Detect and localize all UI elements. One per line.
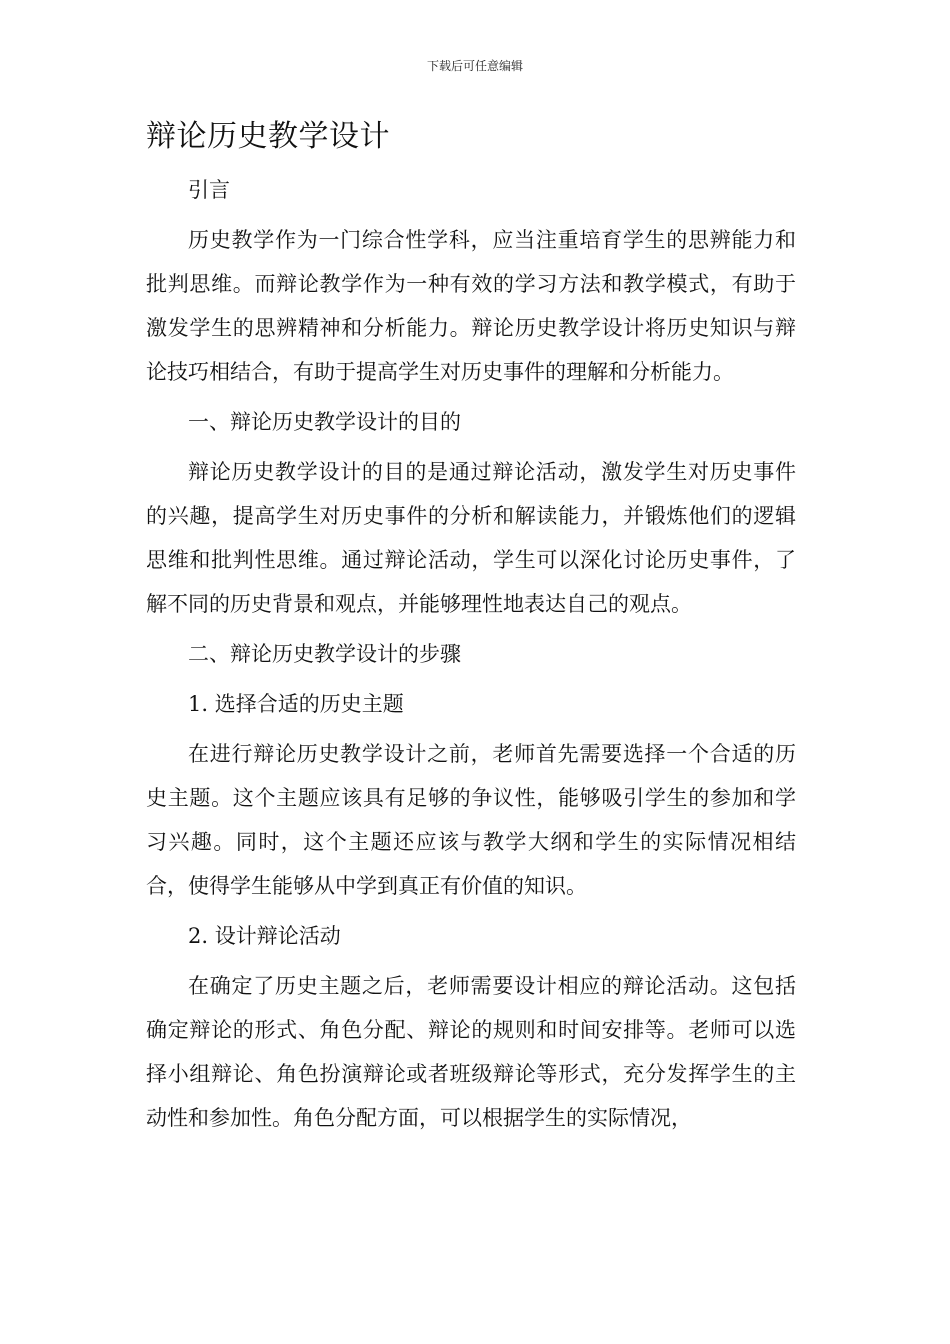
page-header: 下载后可任意编辑 bbox=[426, 59, 523, 73]
section-heading-steps: 二、辩论历史教学设计的步骤 bbox=[188, 642, 461, 666]
intro-paragraph: 历史教学作为一门综合性学科，应当注重培育学生的思辨能力和批判思维。而辩论教学作为一种有效的学习方法和教学模式，有助于激发学生的思辨精神和分析能力。辩论历史教学设计将历史知识与辩论技巧相结合，有助于提高学生对历史事件的理解和分析能力。 bbox=[146, 228, 796, 384]
step-2-heading: 2. 设计辩论活动 bbox=[188, 924, 341, 948]
step-1-heading: 1. 选择合适的历史主题 bbox=[188, 692, 404, 716]
step-2-paragraph: 在确定了历史主题之后，老师需要设计相应的辩论活动。这包括确定辩论的形式、角色分配、辩论的规则和时间安排等。老师可以选择小组辩论、角色扮演辩论或者班级辩论等形式，充分发挥学生的主动性和参加性。角色分配方面，可以根据学生的实际情况， bbox=[146, 974, 796, 1130]
intro-heading: 引言 bbox=[188, 178, 230, 202]
document-title: 辩论历史教学设计 bbox=[146, 119, 390, 154]
purpose-paragraph: 辩论历史教学设计的目的是通过辩论活动，激发学生对历史事件的兴趣，提高学生对历史事件的分析和解读能力，并锻炼他们的逻辑思维和批判性思维。通过辩论活动，学生可以深化讨论历史事件，了解不同的历史背景和观点，并能够理性地表达自己的观点。 bbox=[146, 460, 796, 616]
step-1-paragraph: 在进行辩论历史教学设计之前，老师首先需要选择一个合适的历史主题。这个主题应该具有足够的争议性，能够吸引学生的参加和学习兴趣。同时，这个主题还应该与教学大纲和学生的实际情况相结合，使得学生能够从中学到真正有价值的知识。 bbox=[146, 742, 796, 898]
section-heading-purpose: 一、辩论历史教学设计的目的 bbox=[188, 410, 461, 434]
document-body bbox=[146, 168, 796, 1140]
